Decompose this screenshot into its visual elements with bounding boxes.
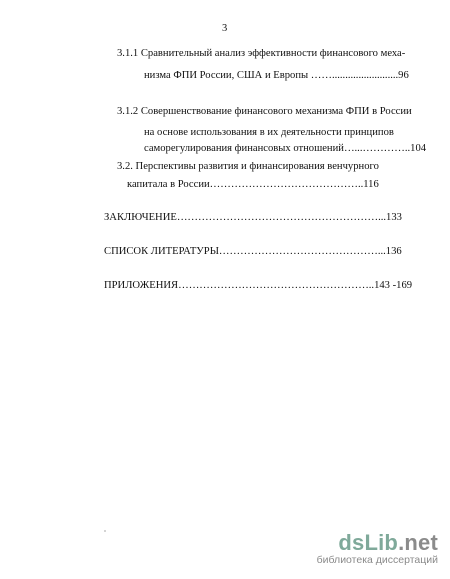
toc-entry-appendices: ПРИЛОЖЕНИЯ………………………………………………..143 -169 xyxy=(104,280,413,291)
watermark-subtitle: библиотека диссертаций xyxy=(316,554,438,566)
watermark xyxy=(316,530,438,569)
toc-entry-3-1-2-line1: 3.1.2 Совершенствование финансового механизма ФПИ в России xyxy=(117,106,412,117)
toc-entry-3-1-1-line1: 3.1.1 Сравнительный анализ эффективности финансового меха- xyxy=(117,48,406,59)
toc-entry-references: СПИСОК ЛИТЕРАТУРЫ………………………………………...136 xyxy=(104,246,402,257)
toc-entry-3-1-2-line3: саморегулирования финансовых отношений…...…………..104 xyxy=(144,143,427,154)
watermark-logo-main: dsLib xyxy=(338,530,399,555)
watermark-logo-tld: .net xyxy=(398,530,438,555)
scan-speck xyxy=(104,530,106,532)
toc-entry-conclusion: ЗАКЛЮЧЕНИЕ…………………………………………………...133 xyxy=(104,212,402,223)
watermark-logo xyxy=(338,531,438,555)
toc-entry-3-2-line2: капитала в России……………………………………..116 xyxy=(127,179,379,190)
toc-entry-3-1-2-line2: на основе использования в их деятельности принципов xyxy=(144,127,394,138)
toc-entry-3-1-1-line2: низма ФПИ России, США и Европы …….........................96 xyxy=(144,70,409,81)
page-number: 3 xyxy=(222,23,228,34)
toc-entry-3-2-line1: 3.2. Перспективы развития и финансирования венчурного xyxy=(117,161,379,172)
